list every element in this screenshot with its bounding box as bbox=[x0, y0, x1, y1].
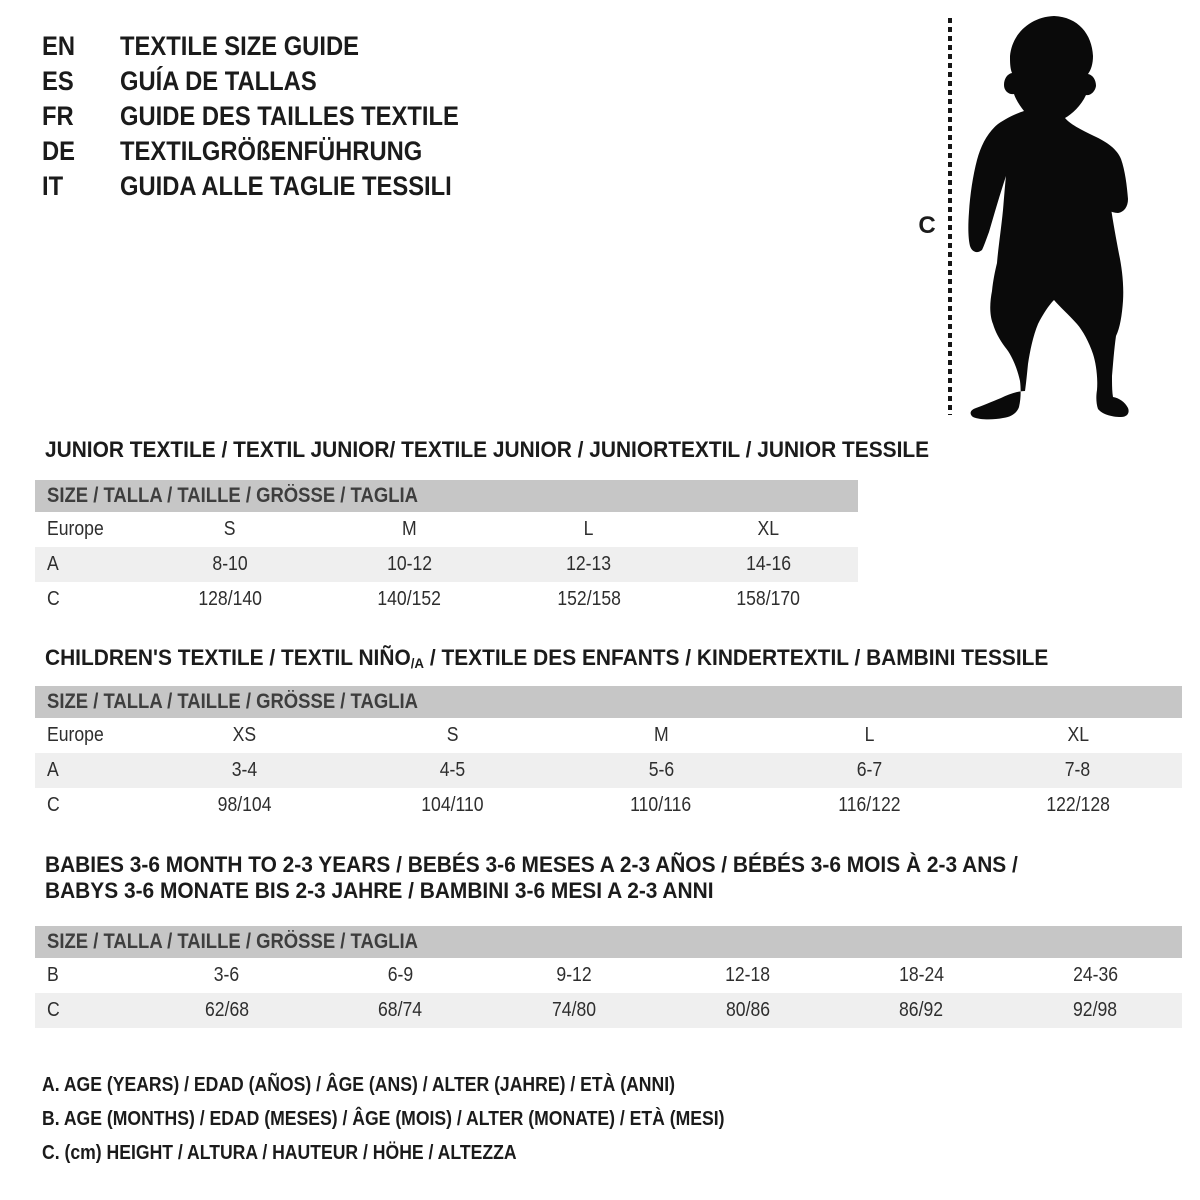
guide-title-de: TEXTILGRÖßENFÜHRUNG bbox=[120, 136, 423, 166]
guide-title-fr: GUIDE DES TAILLES TEXTILE bbox=[120, 101, 459, 131]
toddler-silhouette-icon bbox=[960, 10, 1145, 420]
height-cell: 152/158 bbox=[556, 588, 621, 610]
size-cell: XL bbox=[757, 518, 780, 540]
language-code: ES bbox=[42, 66, 74, 96]
age-cell: 10-12 bbox=[386, 553, 432, 575]
height-cell: 80/86 bbox=[725, 999, 770, 1021]
babies-size-table bbox=[35, 926, 1182, 1028]
height-cell: 92/98 bbox=[1073, 999, 1118, 1021]
row-label: C bbox=[47, 588, 60, 610]
legend-age-months: B. AGE (MONTHS) / EDAD (MESES) / ÂGE (MOIS) / ALTER (MONATE) / ETÀ (MESI) bbox=[42, 1108, 725, 1130]
row-label: B bbox=[47, 964, 59, 986]
height-cell: 104/110 bbox=[421, 794, 484, 816]
row-label: A bbox=[47, 759, 59, 781]
size-cell: XS bbox=[232, 724, 256, 746]
table-row-children-age bbox=[35, 753, 1182, 788]
row-label: A bbox=[47, 553, 59, 575]
language-code: EN bbox=[42, 31, 76, 61]
junior-size-table bbox=[35, 480, 858, 617]
size-cell: XL bbox=[1067, 724, 1089, 746]
height-cell: 158/170 bbox=[736, 588, 801, 610]
age-cell: 6-9 bbox=[387, 964, 414, 986]
age-cell: 6-7 bbox=[856, 759, 883, 781]
children-size-header-bar: SIZE / TALLA / TAILLE / GRÖSSE / TAGLIA bbox=[35, 686, 1182, 718]
language-title-block bbox=[42, 29, 505, 204]
row-label: Europe bbox=[47, 518, 104, 540]
height-cell: 86/92 bbox=[899, 999, 944, 1021]
row-label: C bbox=[47, 999, 60, 1021]
height-measure-label: C bbox=[918, 212, 936, 239]
age-cell: 7-8 bbox=[1065, 759, 1091, 781]
table-row-children-height bbox=[35, 788, 1182, 823]
height-cell: 116/122 bbox=[838, 794, 901, 816]
language-code: FR bbox=[42, 101, 74, 131]
legend-age-years: A. AGE (YEARS) / EDAD (AÑOS) / ÂGE (ANS) / ALTER (JAHRE) / ETÀ (ANNI) bbox=[42, 1074, 675, 1096]
height-cell: 74/80 bbox=[552, 999, 597, 1021]
age-cell: 18-24 bbox=[899, 964, 945, 986]
junior-section-title: JUNIOR TEXTILE / TEXTIL JUNIOR/ TEXTILE JUNIOR / JUNIORTEXTIL / JUNIOR TESSILE bbox=[45, 437, 930, 462]
age-cell: 12-18 bbox=[725, 964, 771, 986]
height-cell: 62/68 bbox=[204, 999, 249, 1021]
height-cell: 140/152 bbox=[377, 588, 442, 610]
row-label: C bbox=[47, 794, 60, 816]
language-row-es bbox=[42, 64, 505, 99]
size-cell: M bbox=[401, 518, 417, 540]
size-cell: S bbox=[223, 518, 236, 540]
height-cell: 110/116 bbox=[630, 794, 692, 816]
height-measure-dashed-line bbox=[948, 18, 952, 415]
table-row-junior-height bbox=[35, 582, 858, 617]
language-row-en bbox=[42, 29, 505, 64]
babies-section-title: BABIES 3-6 MONTH TO 2-3 YEARS / BEBÉS 3-6 MESES A 2-3 AÑOS / BÉBÉS 3-6 MOIS À 2-3 ANS / BABYS 3-6 MONATE BIS 2-3 JAHRE / BAMBINI 3-6 MESI A 2-3 ANNI bbox=[45, 852, 1018, 903]
height-cell: 122/128 bbox=[1046, 794, 1110, 816]
language-code: DE bbox=[42, 136, 76, 166]
age-cell: 24-36 bbox=[1072, 964, 1118, 986]
babies-size-header-bar: SIZE / TALLA / TAILLE / GRÖSSE / TAGLIA bbox=[35, 926, 1182, 958]
table-row-babies-height bbox=[35, 993, 1182, 1028]
language-row-it bbox=[42, 169, 505, 204]
language-row-fr bbox=[42, 99, 505, 134]
size-cell: L bbox=[864, 724, 875, 746]
age-cell: 3-4 bbox=[231, 759, 257, 781]
age-cell: 5-6 bbox=[648, 759, 674, 781]
table-row-junior-europe bbox=[35, 512, 858, 547]
legend-block bbox=[42, 1068, 818, 1170]
table-row-junior-age bbox=[35, 547, 858, 582]
size-cell: L bbox=[583, 518, 594, 540]
children-section-title: CHILDREN'S TEXTILE / TEXTIL $NIÑO_{/A}$ / TEXTILE DES ENFANTS / KINDERTEXTIL / BAMBINI TESSILE bbox=[45, 645, 1049, 671]
age-cell: 12-13 bbox=[566, 553, 612, 575]
guide-title-it: GUIDA ALLE TAGLIE TESSILI bbox=[120, 171, 452, 201]
table-row-children-europe bbox=[35, 718, 1182, 753]
junior-size-header-bar: SIZE / TALLA / TAILLE / GRÖSSE / TAGLIA bbox=[35, 480, 858, 512]
language-code: IT bbox=[42, 171, 64, 201]
nino-a-subscript: /A bbox=[410, 655, 425, 671]
guide-title-en: TEXTILE SIZE GUIDE bbox=[120, 31, 359, 61]
height-cell: 98/104 bbox=[217, 794, 272, 816]
age-cell: 8-10 bbox=[212, 553, 248, 575]
height-cell: 68/74 bbox=[378, 999, 423, 1021]
age-cell: 9-12 bbox=[556, 964, 592, 986]
table-row-babies-age bbox=[35, 958, 1182, 993]
size-cell: M bbox=[653, 724, 669, 746]
row-label: Europe bbox=[47, 724, 104, 746]
guide-title-es: GUÍA DE TALLAS bbox=[120, 66, 317, 96]
age-cell: 14-16 bbox=[745, 553, 791, 575]
age-cell: 3-6 bbox=[214, 964, 240, 986]
legend-height-cm: C. (cm) HEIGHT / ALTURA / HAUTEUR / HÖHE / ALTEZZA bbox=[42, 1142, 517, 1164]
size-cell: S bbox=[446, 724, 459, 746]
height-cell: 128/140 bbox=[197, 588, 262, 610]
children-size-table bbox=[35, 686, 1182, 823]
language-row-de bbox=[42, 134, 505, 169]
age-cell: 4-5 bbox=[439, 759, 466, 781]
